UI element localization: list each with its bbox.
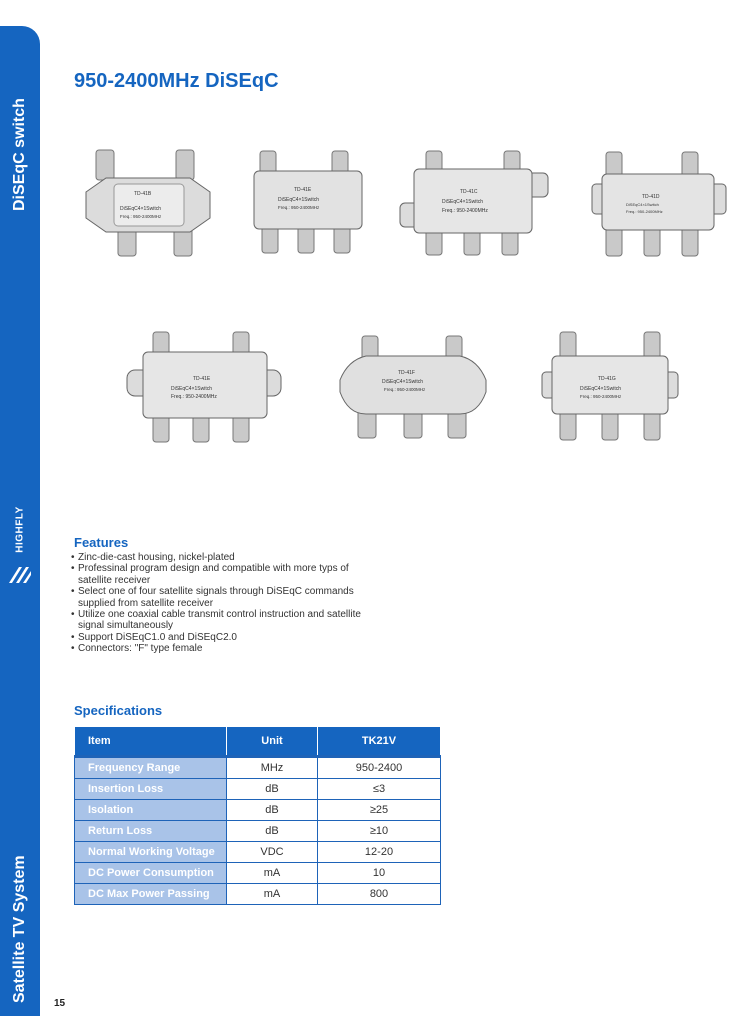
column-header-item: Item: [75, 727, 227, 757]
row-unit: dB: [227, 800, 318, 821]
row-value: 10: [318, 863, 441, 884]
row-unit: mA: [227, 863, 318, 884]
table-row: [75, 821, 441, 842]
product-freq-line: Freq.: 950-2400MHz: [626, 209, 663, 214]
table-row: [75, 863, 441, 884]
specifications-table: [74, 726, 441, 905]
feature-item: • Zinc-die-cast housing, nickel-plated: [68, 552, 368, 563]
row-label: Isolation: [75, 800, 227, 821]
row-value: ≥10: [318, 821, 441, 842]
row-label: DC Max Power Passing: [75, 884, 227, 905]
product-freq-line: Freq.: 950-2400MHz: [442, 208, 488, 214]
product-spec-line: DiSEqC4×1Switch: [580, 386, 621, 392]
page-title: 950-2400MHz DiSEqC: [74, 70, 279, 92]
row-value: 800: [318, 884, 441, 905]
row-label: Return Loss: [75, 821, 227, 842]
product-spec-line: DiSEqC4×1Switch: [382, 379, 423, 385]
product-freq-line: Freq.: 950-2400MHz: [278, 205, 320, 210]
product-freq-line: Freq.: 950-2400MHz: [120, 214, 162, 219]
row-value: ≤3: [318, 779, 441, 800]
product-model: TD-41E: [193, 376, 211, 382]
feature-item: • Professinal program design and compatible with more typs of satellite receiver: [68, 563, 368, 586]
section-label: DiSEqC switch: [11, 98, 28, 211]
product-freq-line: Freq.: 950-2400MHz: [171, 394, 217, 400]
row-label: Insertion Loss: [75, 779, 227, 800]
table-row: [75, 800, 441, 821]
product-model: TD-41B: [134, 191, 152, 197]
table-row: [75, 884, 441, 905]
features-heading: Features: [74, 535, 129, 550]
product-model: TD-41C: [460, 189, 478, 195]
row-unit: dB: [227, 821, 318, 842]
product-image: [396, 145, 551, 260]
features-list: [68, 552, 368, 655]
table-header-row: [75, 727, 441, 757]
logo-mark-icon: [7, 563, 33, 585]
category-label: Satellite TV System: [11, 855, 28, 1003]
specifications-heading: Specifications: [74, 703, 163, 718]
row-unit: mA: [227, 884, 318, 905]
table-row: [75, 757, 441, 779]
row-label: DC Power Consumption: [75, 863, 227, 884]
column-header-unit: Unit: [227, 727, 318, 757]
product-model: TD-41G: [598, 376, 616, 382]
product-spec-line: DiSEqC4×1Switch: [442, 199, 483, 205]
table-row: [75, 842, 441, 863]
feature-item: • Select one of four satellite signals through DiSEqC commands supplied from satellite receiver: [68, 586, 368, 609]
product-spec-line: DiSEqC4×1Switch: [626, 202, 659, 207]
row-unit: MHz: [227, 757, 318, 779]
row-value: 950-2400: [318, 757, 441, 779]
logo-text: HIGHFLY: [14, 506, 26, 553]
row-unit: VDC: [227, 842, 318, 863]
page-number: 15: [54, 998, 66, 1009]
row-label: Normal Working Voltage: [75, 842, 227, 863]
product-spec-line: DiSEqC4×1Switch: [278, 197, 319, 203]
row-value: ≥25: [318, 800, 441, 821]
product-image: [248, 145, 368, 260]
feature-item: • Connectors: "F" type female: [68, 643, 368, 654]
row-value: 12-20: [318, 842, 441, 863]
sidebar-band: [0, 26, 40, 1016]
feature-item: • Utilize one coaxial cable transmit control instruction and satellite signal simultaneously: [68, 609, 368, 632]
row-unit: dB: [227, 779, 318, 800]
product-image: [590, 148, 730, 260]
product-spec-line: DiSEqC4×1Switch: [171, 386, 212, 392]
product-freq-line: Freq.: 950-2400MHz: [384, 387, 426, 392]
product-model: TD-41F: [398, 370, 415, 376]
brand-logo: [5, 504, 35, 604]
product-image: [78, 140, 218, 260]
product-image: [540, 330, 680, 445]
product-spec-line: DiSEqC4×1Switch: [120, 206, 161, 212]
feature-item: • Support DiSEqC1.0 and DiSEqC2.0: [68, 632, 368, 643]
table-row: [75, 779, 441, 800]
product-freq-line: Freq.: 950-2400MHz: [580, 394, 622, 399]
product-image: [338, 330, 488, 445]
product-model: TD-41E: [294, 187, 312, 193]
column-header-model: TK21V: [318, 727, 441, 757]
product-image: [125, 330, 285, 445]
row-label: Frequency Range: [75, 757, 227, 779]
product-model: TD-41D: [642, 194, 660, 200]
